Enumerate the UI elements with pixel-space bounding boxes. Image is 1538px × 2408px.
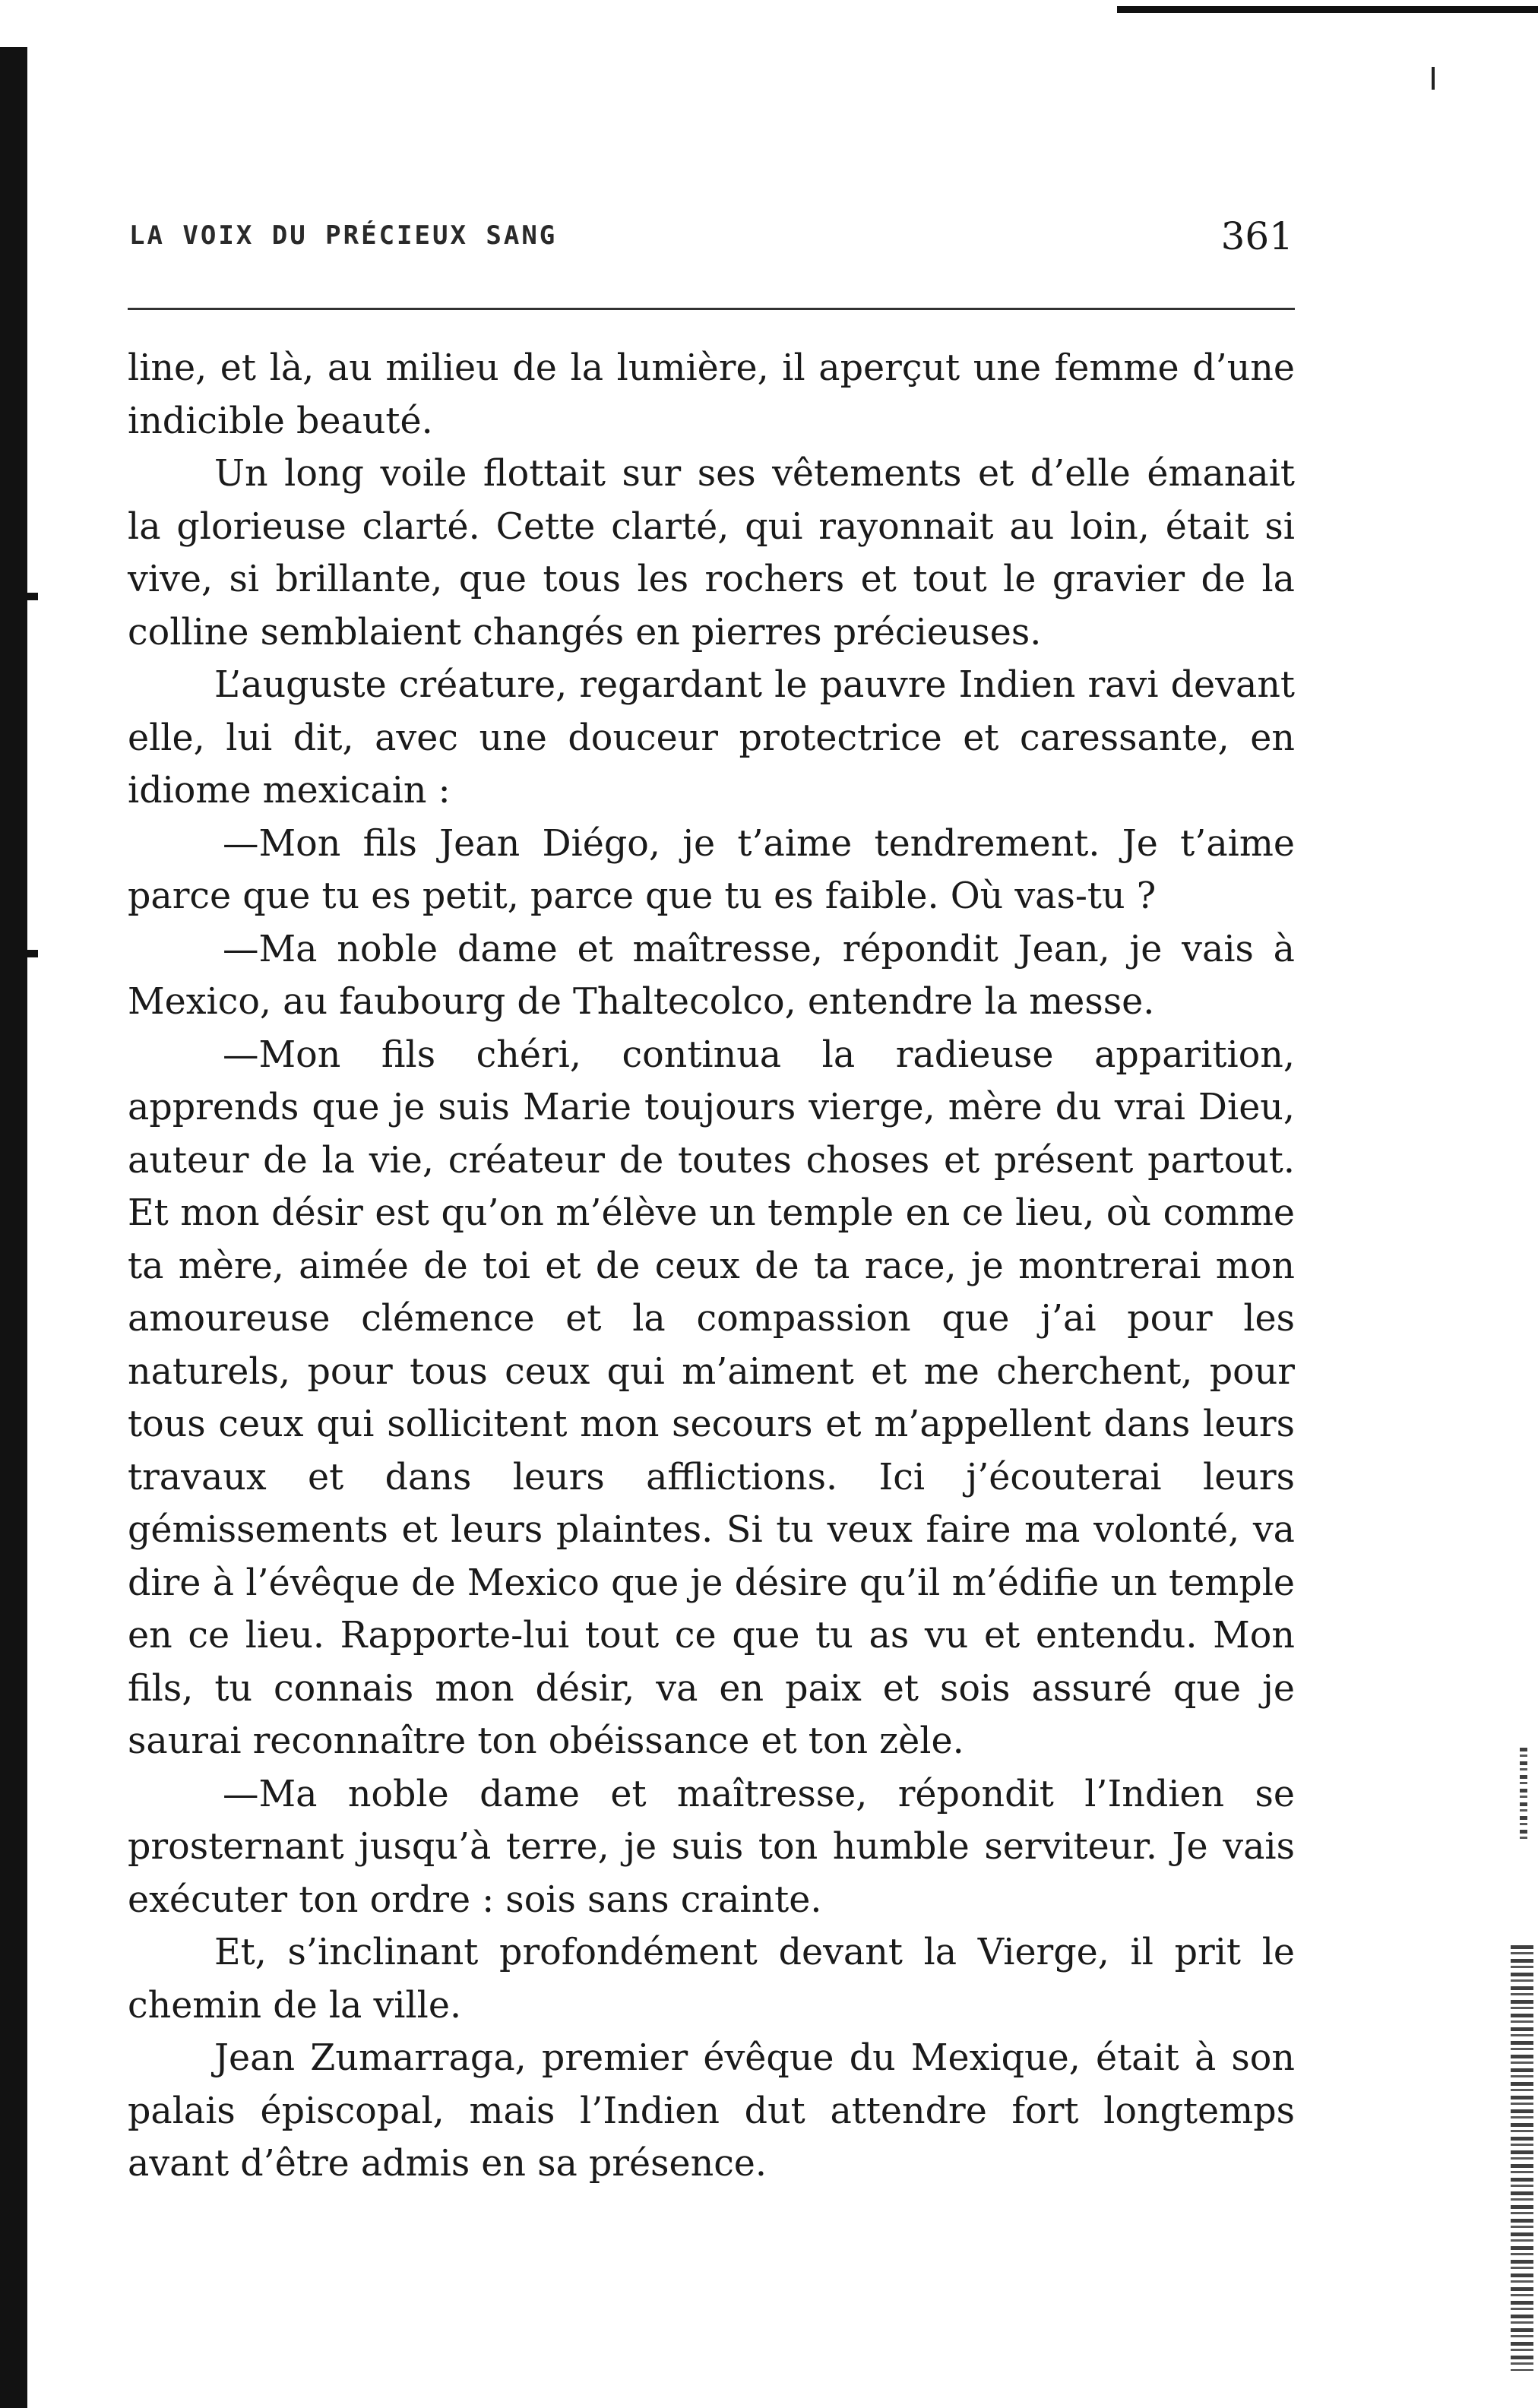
scan-top-rule [1117,6,1538,13]
dialogue-paragraph: —Ma noble dame et maîtresse, répondit Jean, je vais à Mexico, au faubourg de Thaltecolco, entendre la messe. [128,928,1295,1023]
page-number: 361 [1220,214,1293,258]
page-body [128,342,1295,2191]
scan-right-edge-noise [1520,1748,1527,1839]
paragraph: L’auguste créature, regardant le pauvre Indien ravi devant elle, lui dit, avec une douceur protectrice et caressante, en idiome mexicain : [128,664,1295,812]
scan-right-edge-noise [1511,1945,1533,2371]
paragraph-continuation: line, et là, au milieu de la lumière, il aperçut une femme d’une indicible beauté. [128,347,1295,442]
paragraph: Et, s’inclinant profondément devant la Vierge, il prit le chemin de la ville. [128,1932,1295,2027]
scan-right-tick [1432,67,1435,90]
scan-left-notch [27,593,38,600]
scan-left-notch [27,950,38,957]
dialogue-paragraph: —Ma noble dame et maîtresse, répondit l’Indien se prosternant jusqu’à terre, je suis ton humble serviteur. Je vais exécuter ton ordre : sois sans crainte. [128,1773,1295,1921]
dialogue-paragraph: —Mon fils chéri, continua la radieuse apparition, apprends que je suis Marie toujours vierge, mère du vrai Dieu, auteur de la vie, créateur de toutes choses et présent partout. Et mon désir est qu’on m’élève un temple en ce lieu, où comme ta mère, aimée de toi et de ceux de ta race, je montrerai mon amoureuse clémence et la compassion que j’ai pour les naturels, pour tous ceux qui m’aiment et me cherchent, pour tous ceux qui sollicitent mon secours et m’appellent dans leurs travaux et dans leurs afflictions. Ici j’écouterai leurs gémissements et leurs plaintes. Si tu veux faire ma volonté, va dire à l’évêque de Mexico que je désire qu’il m’édifie un temple en ce lieu. Rapporte-lui tout ce que tu as vu et entendu. Mon fils, tu connais mon désir, va en paix et sois assuré que je saurai reconnaître ton obéissance et ton zèle. [128,1033,1295,1762]
running-head [129,214,1293,267]
paragraph: Un long voile flottait sur ses vêtements et d’elle émanait la glorieuse clarté. Cette clarté, qui rayonnait au loin, était si vive, si brillante, que tous les rochers et tout le gravier de la colline semblaient changés en pierres précieuses. [128,453,1295,653]
scan-left-border [0,47,27,2408]
running-title: LA VOIX DU PRÉCIEUX SANG [129,220,558,251]
header-divider [128,308,1295,310]
dialogue-paragraph: —Mon fils Jean Diégo, je t’aime tendrement. Je t’aime parce que tu es petit, parce que tu es faible. Où vas-tu ? [128,822,1295,917]
paragraph: Jean Zumarraga, premier évêque du Mexique, était à son palais épiscopal, mais l’Indien dut attendre fort longtemps avant d’être admis en sa présence. [128,2037,1295,2185]
